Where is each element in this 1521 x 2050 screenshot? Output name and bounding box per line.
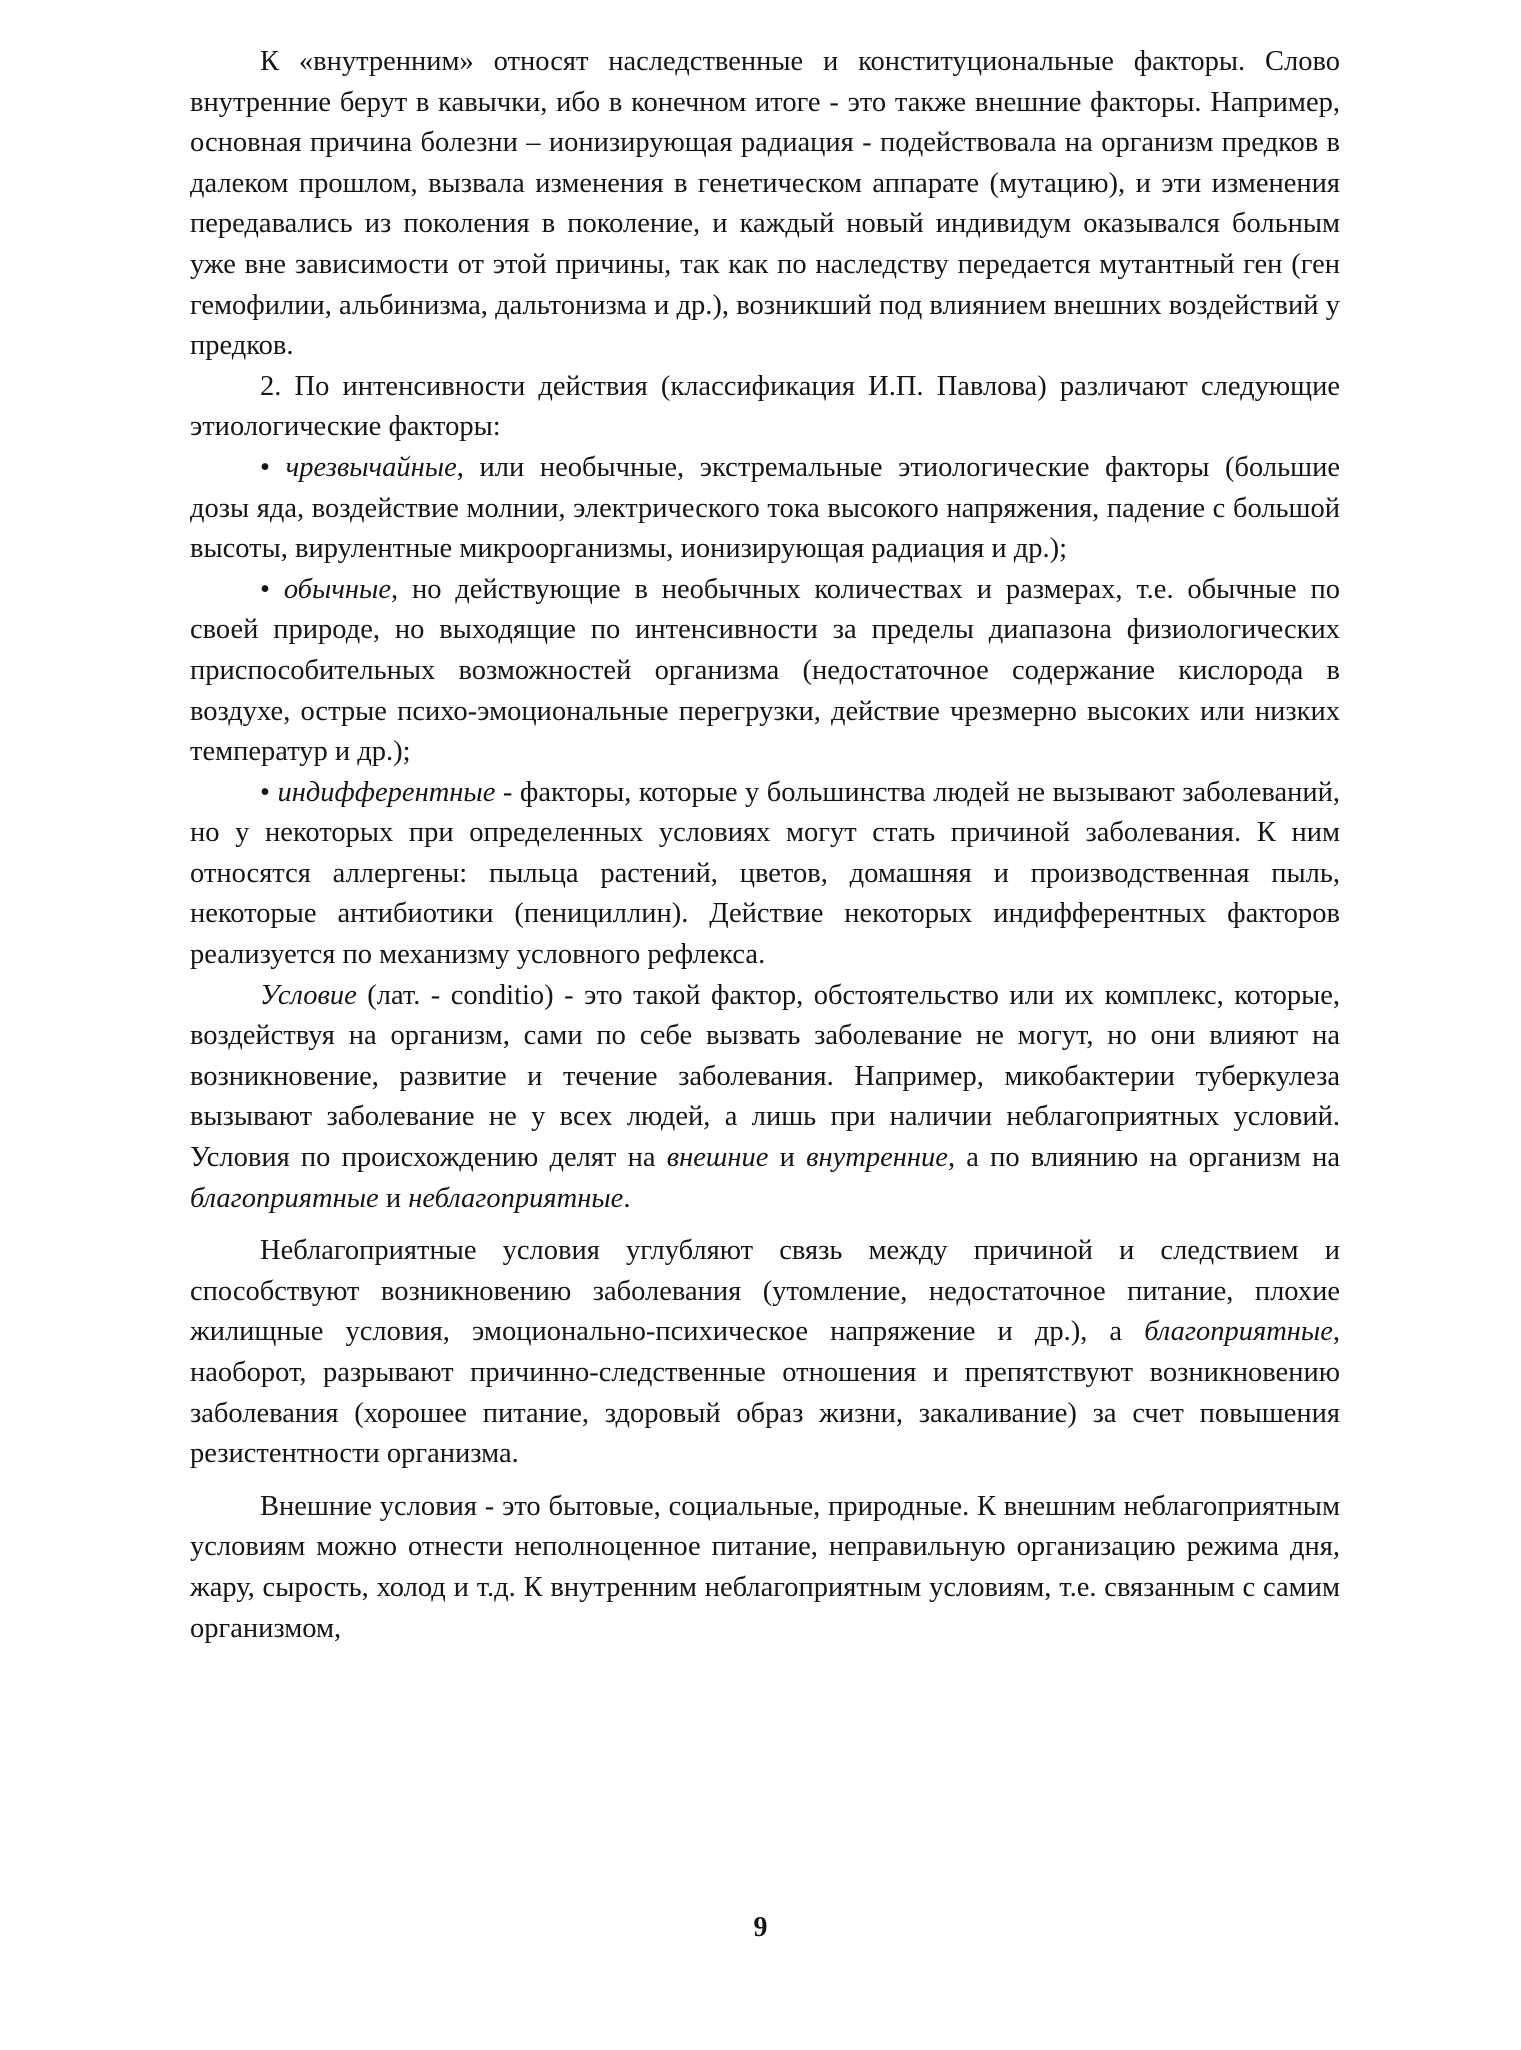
term-extraordinary: чрезвычайные xyxy=(285,451,457,483)
term-condition: Условие xyxy=(260,979,357,1011)
list-item-ordinary xyxy=(190,570,1340,773)
text-run: . xyxy=(623,1182,631,1214)
text-run: и xyxy=(378,1182,409,1214)
text-run: , а по влиянию на организм на xyxy=(947,1142,1340,1174)
text-run: , наоборот, разрывают причинно-следственные отношения и препятствуют возникновению заболевания (хорошее питание, здоровый образ жизни, закаливание) за счет повышения резистентности организма. xyxy=(190,1316,1340,1470)
list-item-indifferent xyxy=(190,773,1340,976)
term-favorable: благоприятные xyxy=(1144,1316,1333,1348)
list-item-extraordinary xyxy=(190,448,1340,570)
term-favorable: благоприятные xyxy=(190,1182,379,1214)
term-internal: внутренние xyxy=(806,1142,948,1174)
paragraph-condition-definition xyxy=(190,976,1340,1220)
bullet-marker: • xyxy=(260,451,286,483)
paragraph-internal-factors: К «внутренним» относят наследственные и конституциональные факторы. Слово внутренние берут в кавычки, ибо в конечном итоге - это также внешние факторы. Например, основная причина болезни – ионизирующая радиация - подействовала на организм предков в далеком прошлом, вызвала изменения в генетическом аппарате (мутацию), и эти изменения передавались из поколения в поколение, и каждый новый индивидум оказывался больным уже вне зависимости от этой причины, так как по наследству передается мутантный ген (ген гемофилии, альбинизма, дальтонизма и др.), возникший под влиянием внешних воздействий у предков. xyxy=(190,46,1340,362)
text-run: Неблагоприятные условия углубляют связь между причиной и следствием и способствуют возникновению заболевания (утомление, недостаточное питание, плохие жилищные условия, эмоционально-психическое напряжение и др.), а xyxy=(190,1235,1340,1348)
term-external: внешние xyxy=(666,1142,769,1174)
text-run: и xyxy=(768,1142,807,1174)
term-ordinary: обычные xyxy=(283,573,392,605)
term-indifferent: индифферентные xyxy=(277,776,496,808)
paragraph-unfavorable-conditions xyxy=(190,1231,1340,1475)
page-body xyxy=(190,42,1340,1649)
page-number: 9 xyxy=(753,1912,768,1943)
paragraph-external-conditions: Внешние условия - это бытовые, социальные, природные. К внешним неблагоприятным условиям можно отнести неполноценное питание, неправильную организацию режима дня, жару, сырость, холод и т.д. К внутренним неблагоприятным условиям, т.е. связанным с самим организмом, xyxy=(190,1490,1340,1644)
term-unfavorable: неблагоприятные xyxy=(408,1182,624,1214)
list-item-text: - факторы, которые у большинства людей не вызывают заболеваний, но у некоторых при определенных условиях могут стать причиной заболевания. К ним относятся аллергены: пыльца растений, цветов, домашняя и производственная пыль, некоторые антибиотики (пенициллин). Действие некоторых индифферентных факторов реализуется по механизму условного рефлекса. xyxy=(190,776,1340,971)
list-item-text: , или необычные, экстремальные этиологические факторы (большие дозы яда, воздействие молнии, электрического тока высокого напряжения, падение с большой высоты, вирулентные микроорганизмы, ионизирующая радиация и др.); xyxy=(190,451,1340,565)
bullet-marker: • xyxy=(260,776,278,808)
bullet-marker: • xyxy=(260,573,284,605)
paragraph-intensity-classification: 2. По интенсивности действия (классификация И.П. Павлова) различают следующие этиологические факторы: xyxy=(190,370,1340,443)
text-run: (лат. - conditio) - это такой фактор, обстоятельство или их комплекс, которые, воздействуя на организм, сами по себе вызвать заболевание не могут, но они влияют на возникновение, развитие и течение заболевания. Например, микобактерии туберкулеза вызывают заболевание не у всех людей, а лишь при наличии неблагоприятных условий. Условия по происхождению делят на xyxy=(190,979,1340,1174)
list-item-text: , но действующие в необычных количествах и размерах, т.е. обычные по своей природе, но выходящие по интенсивности за пределы диапазона физиологических приспособительных возможностей организма (недостаточное содержание кислорода в воздухе, острые психо-эмоциональные перегрузки, действие чрезмерно высоких или низких температур и др.); xyxy=(190,573,1341,768)
